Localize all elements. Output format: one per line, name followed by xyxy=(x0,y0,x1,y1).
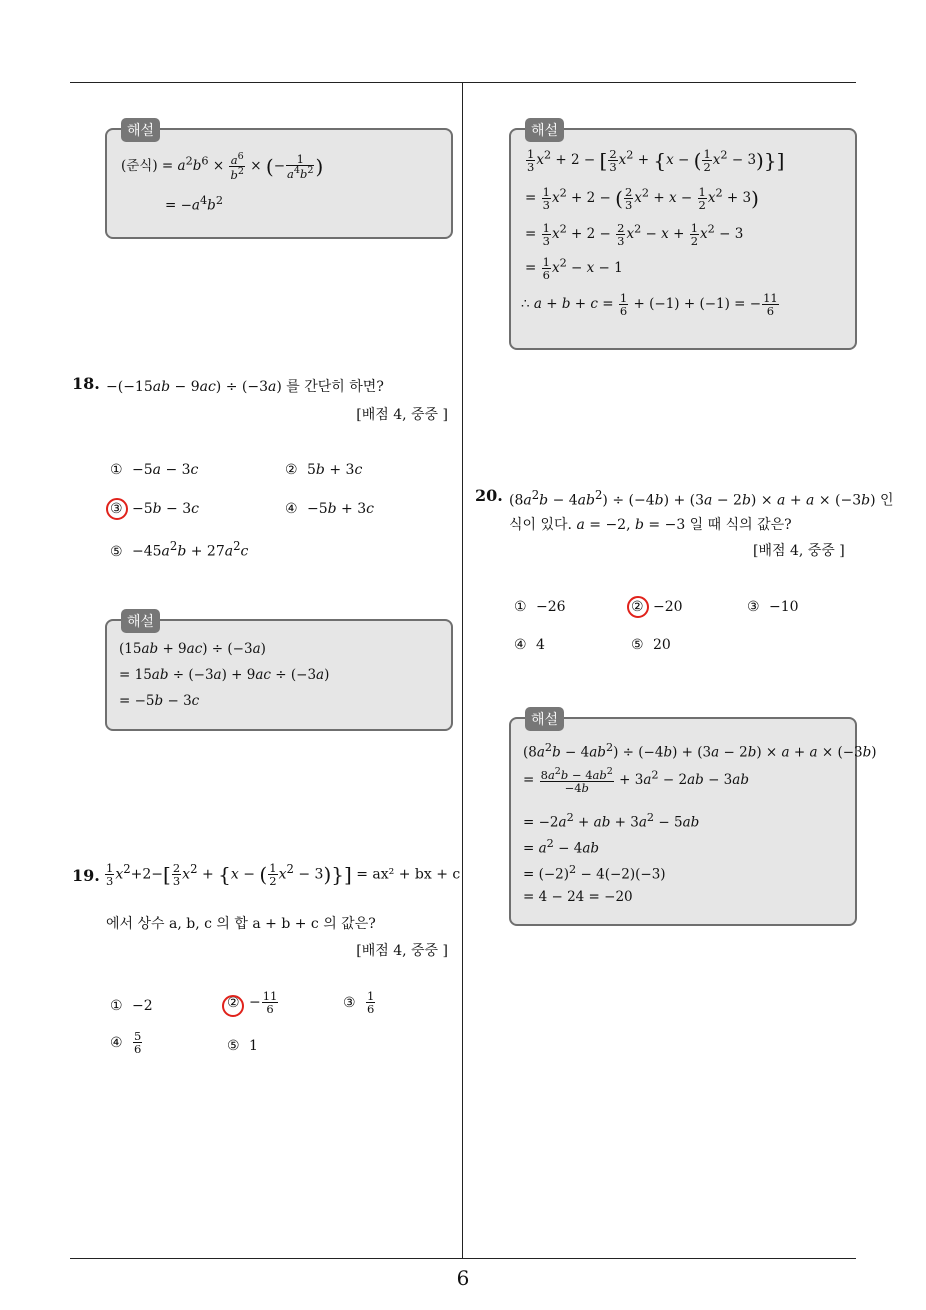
choice-2[interactable]: ② −20 xyxy=(631,599,683,615)
solution-line: $\frac{1}{3}$ $x^2 + 2$ − [ $\frac{2}{3}$ $x^2 + \{x$ − ( $\frac{1}{2}$ $x^2 - 3$)}] xyxy=(527,147,785,175)
solution-box-19 xyxy=(509,123,857,350)
question-text: 식이 있다. a = −2, b = −3 일 때 식의 값은? xyxy=(509,517,792,533)
solution-box-17 xyxy=(105,123,453,239)
solution-line: = $a^2 - 4ab$ xyxy=(523,837,600,857)
choice-2[interactable]: ② 5b + 3c xyxy=(285,462,363,478)
top-rule xyxy=(70,82,856,83)
solution-line: = 4 − 24 = −20 xyxy=(523,889,633,905)
solution-line: = 15ab ÷ (−3a) + 9ac ÷ (−3a) xyxy=(119,667,330,683)
answer-mark xyxy=(222,995,244,1017)
solution-line: = $\frac{1}{3}$ $x^2 + 2$ − $\frac{2}{3}$ $x^2 - x$ + $\frac{1}{2}$ $x^2 - 3$ xyxy=(525,221,744,249)
question-meta: [배점 4, 중중 ] xyxy=(356,943,448,959)
question-meta: [배점 4, 중중 ] xyxy=(356,407,448,423)
solution-line: = $(-2)^2 - 4(-2)(-3)$ xyxy=(523,863,666,883)
choice-3[interactable]: ③ −10 xyxy=(747,599,799,615)
choice-4[interactable]: ④ −5b + 3c xyxy=(285,501,374,517)
solution-line: = $\frac{1}{3}$ $x^2 + 2$ − ( $\frac{2}{3}$ $x^2 + x$ − $\frac{1}{2}$ $x^2 + 3$) xyxy=(525,185,759,213)
solution-tag: 해설 xyxy=(525,118,564,142)
question-number: 19. xyxy=(72,866,100,885)
choice-1[interactable]: ① −5a − 3c xyxy=(110,462,199,478)
bottom-rule xyxy=(70,1258,856,1259)
choice-4[interactable]: ④ 4 xyxy=(514,637,545,653)
question-text: −(−15ab − 9ac) ÷ (−3a) 를 간단히 하면? xyxy=(106,379,384,395)
solution-line: = $-2a^2$ + ab + $3a^2 - 5ab$ xyxy=(523,811,700,831)
page-number: 6 xyxy=(456,1266,470,1290)
choice-4[interactable]: ④ $\frac{5}{6}$ xyxy=(110,1029,142,1057)
solution-line: = $\frac{1}{6}$ $x^2 - x - 1$ xyxy=(525,255,623,283)
choice-1[interactable]: ① −26 xyxy=(514,599,566,615)
choice-3[interactable]: ③ $\frac{1}{6}$ xyxy=(343,989,375,1017)
question-meta: [배점 4, 중중 ] xyxy=(753,543,845,559)
choice-5[interactable]: ⑤ 1 xyxy=(227,1038,258,1054)
solution-box-18 xyxy=(105,614,453,731)
question-number: 18. xyxy=(72,374,100,393)
choice-3[interactable]: ③ −5b − 3c xyxy=(110,501,199,517)
question-text: $(8a^2b - 4ab^2) \div (-4b) + (3a - 2b) \times a + a \times (-3b)$ 인 xyxy=(509,488,894,509)
question-number: 20. xyxy=(475,486,503,505)
choice-1[interactable]: ① −2 xyxy=(110,998,153,1014)
solution-line: $(8a^2b - 4ab^2) \div (-4b) + (3a - 2b) \times a + a \times (-3b)$ xyxy=(523,741,877,761)
solution-line: (준식) = $a^2b^6$ × $\frac{a^6}{b^2}$ × (− $\frac{1}{a^4b^2}$ ) xyxy=(121,151,324,182)
solution-tag: 해설 xyxy=(121,118,160,142)
solution-line: ∴ a + b + c = $\frac{1}{6}$ + (−1) + (−1) = − $\frac{11}{6}$ xyxy=(521,291,778,319)
solution-box-20 xyxy=(509,712,877,926)
choice-5[interactable]: ⑤ $-45a^2b + 27a^2c$ xyxy=(110,539,249,560)
solution-line: (15ab + 9ac) ÷ (−3a) xyxy=(119,641,266,657)
solution-line: = $\frac{8a^2b - 4ab^2}{-4b}$ + $3a^2 - 2ab - 3ab$ xyxy=(523,766,749,795)
solution-tag: 해설 xyxy=(121,609,160,633)
solution-line: = −5b − 3c xyxy=(119,693,200,709)
solution-tag: 해설 xyxy=(525,707,564,731)
solution-line: = $-a^4b^2$ xyxy=(165,194,223,214)
choice-2[interactable]: ② − $\frac{11}{6}$ xyxy=(227,989,278,1017)
question-text: $\frac{1}{3}$ $x^2+2-$[ $\frac{2}{3}$ $x^2 + \{x$ − ( $\frac{1}{2}$ $x^2 - 3)\}] = ax^2$ + bx + c xyxy=(106,861,461,889)
answer-mark xyxy=(106,498,128,520)
column-divider xyxy=(462,82,463,1259)
choice-5[interactable]: ⑤ 20 xyxy=(631,637,671,653)
answer-mark xyxy=(627,596,649,618)
question-text: 에서 상수 a, b, c 의 합 a + b + c 의 값은? xyxy=(106,916,376,932)
